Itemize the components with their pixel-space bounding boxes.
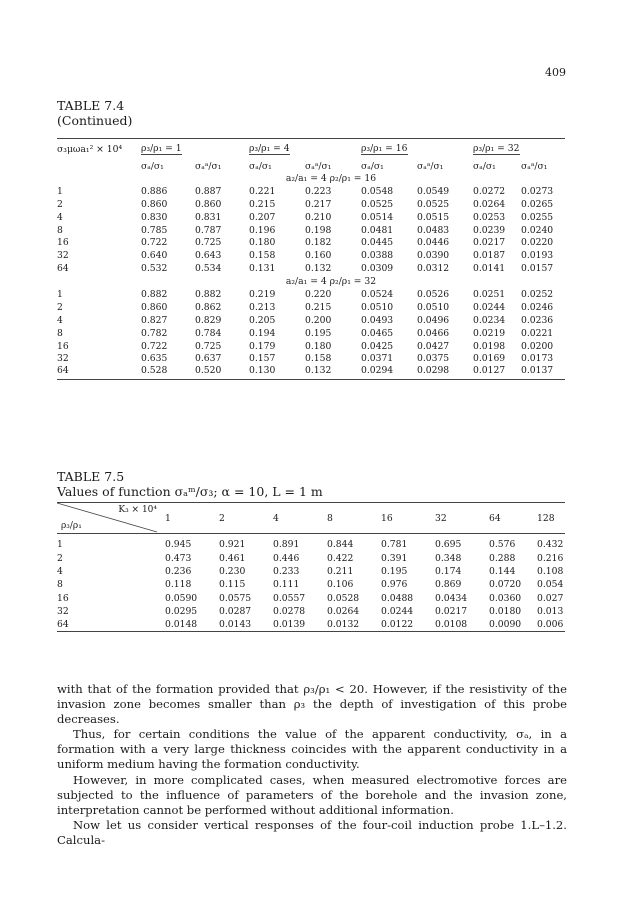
column-header: σₐ/σ₁ xyxy=(141,161,164,172)
table-cell: 0.0427 xyxy=(417,340,450,352)
table-cell: 0.0515 xyxy=(417,211,450,223)
table-cell: 0.862 xyxy=(195,301,222,313)
table-cell: 0.0493 xyxy=(361,314,394,326)
table-cell: 0.461 xyxy=(219,552,246,564)
table-cell: 0.0528 xyxy=(327,592,360,604)
row-header: σ₃μωa₁² × 10⁴ xyxy=(57,139,141,159)
column-header: 1 xyxy=(165,503,219,534)
table-cell: 0.130 xyxy=(249,365,305,380)
table-cell: 0.0253 xyxy=(473,211,506,223)
table-cell: 0.0137 xyxy=(521,365,565,380)
table-cell: 0.054 xyxy=(537,579,564,591)
table-row xyxy=(57,352,565,365)
table-cell: 0.0720 xyxy=(489,579,522,591)
table-cell: 0.0481 xyxy=(361,224,394,236)
table-cell: 0.643 xyxy=(195,250,222,262)
table-cell: 0.473 xyxy=(165,552,192,564)
table-cell: 0.0187 xyxy=(473,250,506,262)
column-header: 8 xyxy=(327,503,381,534)
table-cell: 0.0141 xyxy=(473,263,506,275)
table-cell: 0.0371 xyxy=(361,353,394,365)
table-cell: 0.219 xyxy=(249,288,276,300)
column-header: σₐᵃ/σ₁ xyxy=(521,161,548,172)
table-row xyxy=(57,605,565,618)
table-cell: 0.827 xyxy=(141,314,168,326)
table-cell: 0.725 xyxy=(195,237,222,249)
table-cell: 0.111 xyxy=(273,579,300,591)
table-7-4-body xyxy=(57,172,565,380)
row-label: 8 xyxy=(57,224,63,236)
table-cell: 0.207 xyxy=(249,211,276,223)
table-cell: 0.0252 xyxy=(521,288,554,300)
table-cell: 0.432 xyxy=(537,539,564,551)
table-cell: 0.0360 xyxy=(489,592,522,604)
paragraph: However, in more complicated cases, when measured electromotive forces are subjected to the influence of parameters of the borehole and the invasion zone, interpretation cannot be performed without additional information. xyxy=(57,772,567,817)
corner-bottom-label: ρ₃/ρ₁ xyxy=(61,521,82,531)
table-cell: 0.882 xyxy=(141,288,168,300)
table-cell: 0.785 xyxy=(141,224,168,236)
table-cell: 0.0483 xyxy=(417,224,450,236)
table-7-5-body xyxy=(57,534,565,632)
table-cell: 0.106 xyxy=(327,579,354,591)
table-cell: 0.0590 xyxy=(165,592,198,604)
column-header: σₐᵃ/σ₁ xyxy=(417,161,444,172)
table-cell: 0.0217 xyxy=(435,606,468,618)
table-cell: 0.0220 xyxy=(521,237,554,249)
table-cell: 0.198 xyxy=(305,224,332,236)
table-row xyxy=(57,288,565,301)
table-cell: 0.0148 xyxy=(165,618,219,631)
table-cell: 0.534 xyxy=(195,263,222,275)
table-cell: 0.0180 xyxy=(489,606,522,618)
table-cell: 0.0264 xyxy=(327,606,360,618)
table-cell: 0.782 xyxy=(141,327,168,339)
table-cell: 0.180 xyxy=(305,340,332,352)
table-cell: 0.0122 xyxy=(381,618,435,631)
column-header: 4 xyxy=(273,503,327,534)
column-header: 128 xyxy=(537,503,565,534)
table-cell: 0.0239 xyxy=(473,224,506,236)
table-cell: 0.0139 xyxy=(273,618,327,631)
table-cell: 0.0132 xyxy=(327,618,381,631)
table-cell: 0.0234 xyxy=(473,314,506,326)
table-cell: 0.0446 xyxy=(417,237,450,249)
table-row xyxy=(57,198,565,211)
table-cell: 0.230 xyxy=(219,566,246,578)
table-cell: 0.0510 xyxy=(361,301,394,313)
table-cell: 0.576 xyxy=(489,539,516,551)
table-cell: 0.215 xyxy=(249,198,276,210)
table-row xyxy=(57,565,565,578)
row-label: 2 xyxy=(57,552,63,564)
row-label: 16 xyxy=(57,340,69,352)
table-cell: 0.0236 xyxy=(521,314,554,326)
table-7-5-heading xyxy=(57,469,323,499)
table-cell: 0.0309 xyxy=(361,263,394,275)
table-row xyxy=(57,340,565,353)
table-cell: 0.115 xyxy=(219,579,246,591)
table-row xyxy=(57,327,565,340)
table-cell: 0.945 xyxy=(165,539,192,551)
table-cell: 0.013 xyxy=(537,606,564,618)
row-label: 4 xyxy=(57,314,63,326)
table-cell: 0.194 xyxy=(249,327,276,339)
table-cell: 0.781 xyxy=(381,539,408,551)
table-row xyxy=(57,185,565,198)
table-cell: 0.182 xyxy=(305,237,332,249)
table-cell: 0.174 xyxy=(435,566,462,578)
table-cell: 0.348 xyxy=(435,552,462,564)
table-cell: 0.0575 xyxy=(219,592,252,604)
table-cell: 0.860 xyxy=(141,301,168,313)
group-header: ρ₃/ρ₁ = 4 xyxy=(249,143,290,154)
table-cell: 0.860 xyxy=(141,198,168,210)
table-cell: 0.520 xyxy=(195,365,249,380)
table-cell: 0.532 xyxy=(141,263,168,275)
table-cell: 0.0272 xyxy=(473,185,506,197)
table-cell: 0.157 xyxy=(249,353,276,365)
table-cell: 0.886 xyxy=(141,185,168,197)
table-cell: 0.217 xyxy=(305,198,332,210)
row-label: 4 xyxy=(57,211,63,223)
table-title: TABLE 7.4 xyxy=(57,98,125,113)
column-header: 16 xyxy=(381,503,435,534)
table-cell: 0.132 xyxy=(305,365,361,380)
table-cell: 0.236 xyxy=(165,566,192,578)
table-cell: 0.132 xyxy=(305,263,332,275)
table-cell: 0.0390 xyxy=(417,250,450,262)
table-cell: 0.0244 xyxy=(381,606,414,618)
row-label: 4 xyxy=(57,566,63,578)
row-label: 1 xyxy=(57,185,63,197)
row-label: 16 xyxy=(57,592,69,604)
table-cell: 0.0127 xyxy=(473,365,521,380)
table-row xyxy=(57,314,565,327)
table-cell: 0.0193 xyxy=(521,250,554,262)
section-label-row xyxy=(57,275,565,288)
table-cell: 0.0294 xyxy=(361,365,417,380)
table-cell: 0.887 xyxy=(195,185,222,197)
table-cell: 0.0445 xyxy=(361,237,394,249)
table-cell: 0.220 xyxy=(305,288,332,300)
table-cell: 0.216 xyxy=(537,552,564,564)
table-cell: 0.637 xyxy=(195,353,222,365)
table-cell: 0.0198 xyxy=(473,340,506,352)
table-7-4-heading xyxy=(57,98,132,128)
table-cell: 0.223 xyxy=(305,185,332,197)
row-label: 8 xyxy=(57,579,63,591)
table-cell: 0.844 xyxy=(327,539,354,551)
table-cell: 0.0510 xyxy=(417,301,450,313)
table-cell: 0.446 xyxy=(273,552,300,564)
table-row xyxy=(57,236,565,249)
table-row xyxy=(57,262,565,275)
column-header: 2 xyxy=(219,503,273,534)
row-label: 2 xyxy=(57,301,63,313)
page-number: 409 xyxy=(545,66,566,79)
row-label: 32 xyxy=(57,606,69,618)
table-cell: 0.213 xyxy=(249,301,276,313)
table-cell: 0.0143 xyxy=(219,618,273,631)
row-label: 32 xyxy=(57,353,69,365)
table-cell: 0.0298 xyxy=(417,365,473,380)
table-cell: 0.528 xyxy=(141,365,195,380)
corner-top-label: K₃ × 10⁴ xyxy=(118,505,157,515)
row-label: 64 xyxy=(57,365,141,380)
column-header: σₐ/σ₁ xyxy=(361,161,384,172)
table-cell: 0.221 xyxy=(249,185,276,197)
diagonal-header-cell xyxy=(57,503,165,534)
table-cell: 0.0488 xyxy=(381,592,414,604)
table-row xyxy=(57,211,565,224)
table-cell: 0.195 xyxy=(305,327,332,339)
table-cell: 0.160 xyxy=(305,250,332,262)
table-cell: 0.722 xyxy=(141,237,168,249)
table-cell: 0.200 xyxy=(305,314,332,326)
table-cell: 0.0434 xyxy=(435,592,468,604)
table-cell: 0.118 xyxy=(165,579,192,591)
table-cell: 0.0425 xyxy=(361,340,394,352)
table-cell: 0.0273 xyxy=(521,185,554,197)
table-cell: 0.0287 xyxy=(219,606,252,618)
paragraph: Now let us consider vertical responses of the four-coil induction probe 1.L–1.2. Calcula- xyxy=(57,817,567,847)
table-cell: 0.0514 xyxy=(361,211,394,223)
table-cell: 0.921 xyxy=(219,539,246,551)
table-cell: 0.027 xyxy=(537,592,564,604)
table-cell: 0.640 xyxy=(141,250,168,262)
table-cell: 0.695 xyxy=(435,539,462,551)
table-cell: 0.0219 xyxy=(473,327,506,339)
table-caption: Values of function σₐᵐ/σ₃; α = 10, L = 1 m xyxy=(57,484,323,499)
table-cell: 0.0388 xyxy=(361,250,394,262)
table-cell: 0.829 xyxy=(195,314,222,326)
table-row xyxy=(57,365,565,380)
table-cell: 0.830 xyxy=(141,211,168,223)
table-cell: 0.215 xyxy=(305,301,332,313)
table-cell: 0.869 xyxy=(435,579,462,591)
table-cell: 0.0169 xyxy=(473,353,506,365)
table-cell: 0.158 xyxy=(249,250,276,262)
row-label: 2 xyxy=(57,198,63,210)
table-cell: 0.0548 xyxy=(361,185,394,197)
table-cell: 0.0108 xyxy=(435,618,489,631)
table-cell: 0.0525 xyxy=(417,198,450,210)
row-label: 16 xyxy=(57,237,69,249)
row-label: 64 xyxy=(57,618,165,631)
body-text xyxy=(57,682,567,848)
table-row xyxy=(57,592,565,605)
table-cell: 0.006 xyxy=(537,619,564,631)
column-header: 64 xyxy=(489,503,537,534)
group-header: ρ₃/ρ₁ = 16 xyxy=(361,143,408,154)
section-label-row xyxy=(57,172,565,185)
table-cell: 0.422 xyxy=(327,552,354,564)
paragraph: with that of the formation provided that ρ₃/ρ₁ < 20. However, if the resistivity of the invasion zone becomes smaller than ρ₃ the depth of investigation of this probe decreases. xyxy=(57,682,567,727)
row-label: 8 xyxy=(57,327,63,339)
column-header: σₐᵃ/σ₁ xyxy=(195,161,222,172)
table-cell: 0.0526 xyxy=(417,288,450,300)
table-cell: 0.0375 xyxy=(417,353,450,365)
table-cell: 0.233 xyxy=(273,566,300,578)
paragraph: Thus, for certain conditions the value of the apparent conductivity, σₐ, in a formation with a very large thickness coincides with the apparent conductivity in a uniform medium having the formation conductivity. xyxy=(57,727,567,772)
table-cell: 0.0278 xyxy=(273,606,306,618)
table-cell: 0.0465 xyxy=(361,327,394,339)
table-cell: 0.0255 xyxy=(521,211,554,223)
table-row xyxy=(57,578,565,591)
table-cell: 0.0524 xyxy=(361,288,394,300)
table-cell: 0.0466 xyxy=(417,327,450,339)
table-cell: 0.722 xyxy=(141,340,168,352)
table-cell: 0.0264 xyxy=(473,198,506,210)
table-cell: 0.0240 xyxy=(521,224,554,236)
table-cell: 0.0549 xyxy=(417,185,450,197)
table-subtitle: (Continued) xyxy=(57,113,133,128)
row-label: 32 xyxy=(57,250,69,262)
table-row xyxy=(57,224,565,237)
table-cell: 0.205 xyxy=(249,314,276,326)
column-header: σₐ/σ₁ xyxy=(249,161,272,172)
row-label: 1 xyxy=(57,288,63,300)
table-row xyxy=(57,534,565,552)
table-cell: 0.0090 xyxy=(489,618,537,631)
row-label: 64 xyxy=(57,263,69,275)
table-cell: 0.211 xyxy=(327,566,354,578)
table-cell: 0.108 xyxy=(537,566,564,578)
table-cell: 0.0246 xyxy=(521,301,554,313)
table-row xyxy=(57,618,565,631)
table-cell: 0.288 xyxy=(489,552,516,564)
row-label: 1 xyxy=(57,539,63,551)
group-header: ρ₃/ρ₁ = 32 xyxy=(473,143,520,154)
section-label: a₂/a₁ = 4 ρ₂/ρ₁ = 16 xyxy=(285,172,377,184)
table-cell: 0.0244 xyxy=(473,301,506,313)
table-cell: 0.891 xyxy=(273,539,300,551)
table-cell: 0.179 xyxy=(249,340,276,352)
table-cell: 0.391 xyxy=(381,552,408,564)
table-7-4 xyxy=(57,138,565,380)
table-title: TABLE 7.5 xyxy=(57,469,125,484)
table-row xyxy=(57,301,565,314)
table-cell: 0.0265 xyxy=(521,198,554,210)
table-cell: 0.0496 xyxy=(417,314,450,326)
table-row xyxy=(57,249,565,262)
table-cell: 0.144 xyxy=(489,566,516,578)
table-cell: 0.0200 xyxy=(521,340,554,352)
table-cell: 0.0525 xyxy=(361,198,394,210)
table-cell: 0.158 xyxy=(305,353,332,365)
group-header: ρ₃/ρ₁ = 1 xyxy=(141,143,182,154)
table-cell: 0.0295 xyxy=(165,606,198,618)
table-cell: 0.635 xyxy=(141,353,168,365)
column-header: σₐᵃ/σ₁ xyxy=(305,161,332,172)
table-cell: 0.0557 xyxy=(273,592,306,604)
table-cell: 0.0157 xyxy=(521,263,554,275)
table-cell: 0.0221 xyxy=(521,327,554,339)
table-cell: 0.784 xyxy=(195,327,222,339)
table-cell: 0.787 xyxy=(195,224,222,236)
table-cell: 0.831 xyxy=(195,211,222,223)
table-cell: 0.195 xyxy=(381,566,408,578)
column-header: σₐ/σ₁ xyxy=(473,161,496,172)
table-cell: 0.0251 xyxy=(473,288,506,300)
table-cell: 0.196 xyxy=(249,224,276,236)
table-cell: 0.0173 xyxy=(521,353,554,365)
table-cell: 0.180 xyxy=(249,237,276,249)
table-7-5 xyxy=(57,502,565,632)
table-cell: 0.882 xyxy=(195,288,222,300)
table-cell: 0.0312 xyxy=(417,263,450,275)
table-cell: 0.210 xyxy=(305,211,332,223)
table-cell: 0.131 xyxy=(249,263,276,275)
table-cell: 0.976 xyxy=(381,579,408,591)
section-label: a₂/a₁ = 4 ρ₂/ρ₁ = 32 xyxy=(285,276,377,288)
table-row xyxy=(57,552,565,565)
column-header: 32 xyxy=(435,503,489,534)
table-cell: 0.0217 xyxy=(473,237,506,249)
table-cell: 0.860 xyxy=(195,198,222,210)
table-cell: 0.725 xyxy=(195,340,222,352)
